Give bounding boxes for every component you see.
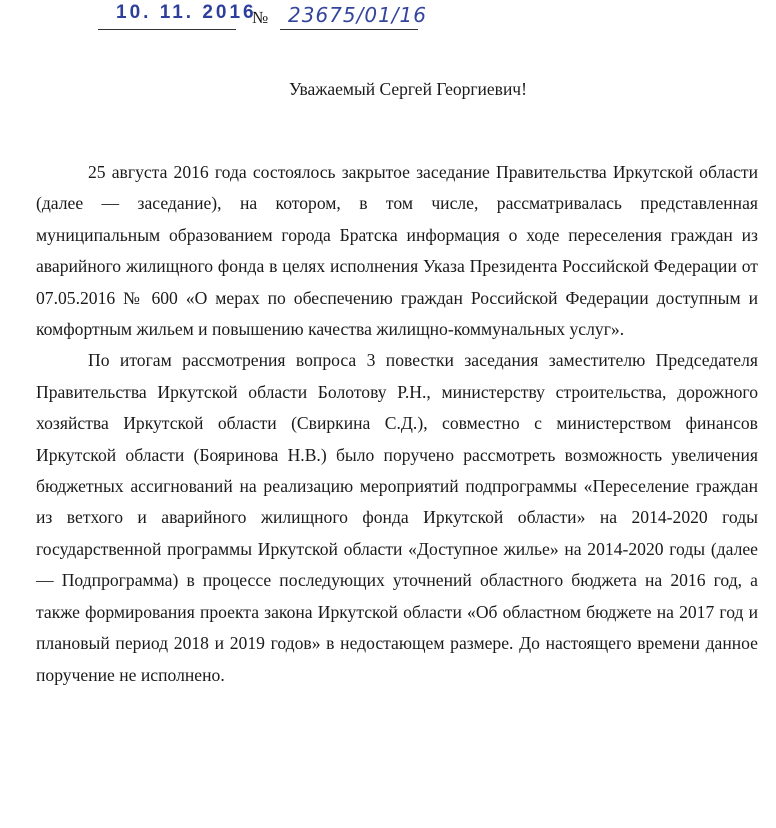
paragraph-1: 25 августа 2016 года состоялось закрытое заседание Правительства Иркутской области (далее — заседание), на котором, в том числе, рассматривалась представленная муниципальным образованием города Братска информация о ходе переселения граждан из аварийного жилищного фонда в целях исполнения Указа Президента Российской Федерации от 07.05.2016 № 600 «О мерах по обеспечению граждан Российской Федерации доступным и комфортным жильем и повышению качества жилищно-коммунальных услуг». (36, 162, 758, 340)
letter-body (36, 157, 758, 691)
registration-number: 23675/01/16 (288, 3, 427, 27)
date-underline (98, 29, 236, 30)
greeting: Уважаемый Сергей Георгиевич! (289, 79, 527, 99)
paragraph-2: По итогам рассмотрения вопроса 3 повестки заседания заместителю Председателя Правительства Иркутской области Болотову Р.Н., министерству строительства, дорожного хозяйства Иркутской области (Свиркина С.Д.), совместно с министерством финансов Иркутской области (Бояринова Н.В.) было поручено рассмотреть возможность увеличения бюджетных ассигнований на реализацию мероприятий подпрограммы «Переселение граждан из ветхого и аварийного жилищного фонда Иркутской области» на 2014-2020 годы государственной программы Иркутской области «Доступное жилье» на 2014-2020 годы (далее — Подпрограмма) в процессе последующих уточнений областного бюджета на 2016 год, а также формирования проекта закона Иркутской области «Об областном бюджете на 2017 год и плановый период 2018 и 2019 годов» в недостающем размере. До настоящего времени данное поручение не исполнено. (36, 350, 758, 685)
number-sign: № (252, 8, 269, 27)
date-stamp: 10. 11. 2016 (116, 2, 257, 23)
number-underline (280, 29, 418, 30)
